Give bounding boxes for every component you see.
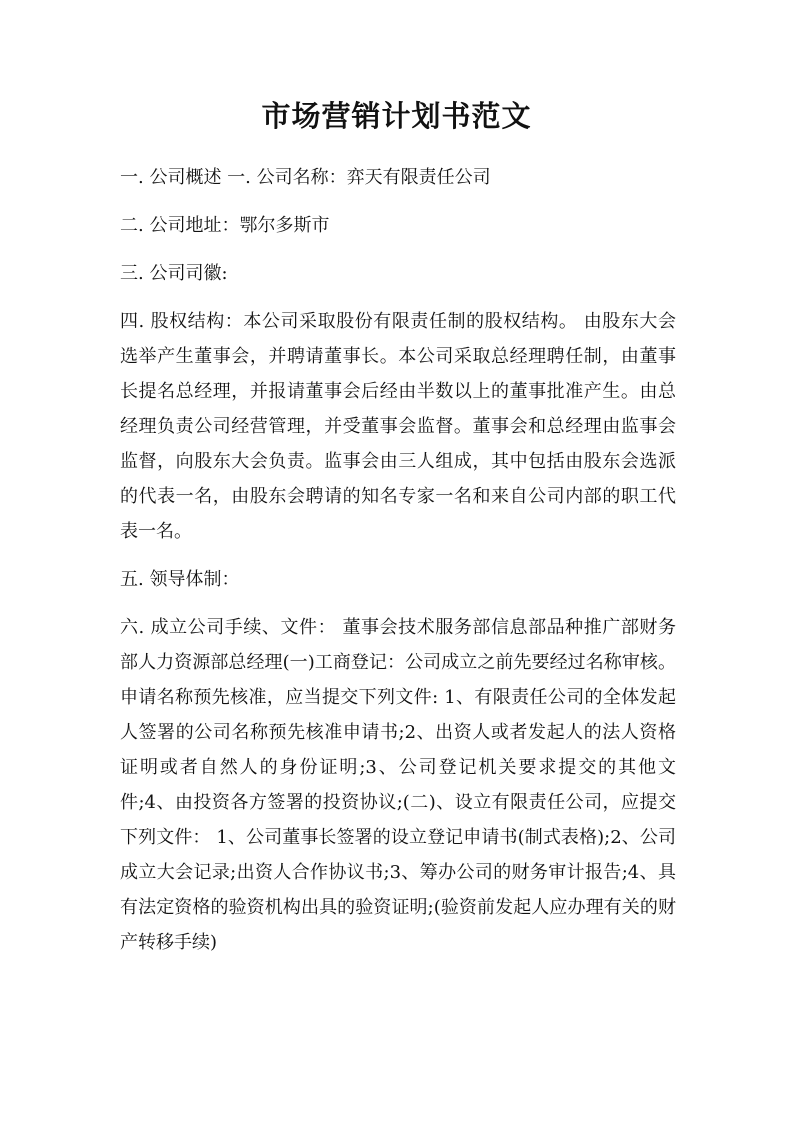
paragraph-leadership-system: 五. 领导体制： (120, 569, 240, 590)
document-body (120, 160, 676, 973)
paragraph-equity-structure: 四. 股权结构：本公司采取股份有限责任制的股权结构。 由股东大会选举产生董事会，并聘请董事长。本公司采取总经理聘任制，由董事长提名总经理，并报请董事会后经由半数以上的董事批准产生。由总经理负责公司经营管理，并受董事会监督。董事会和总经理由监事会监督，向股东大会负责。监事会由三人组成，其中包括由股东会选派的代表一名，由股东会聘请的知名专家一名和来自公司内部的职工代表一名。 (120, 311, 676, 542)
paragraph-registration-documents: 六. 成立公司手续、文件： 董事会技术服务部信息部品种推广部财务部人力资源部总经理(一)工商登记：公司成立之前先要经过名称审核。申请名称预先核准，应当提交下列文件: 1、有限责任公司的全体发起人签署的公司名称预先核准申请书;2、出资人或者发起人的法人资格证明或者自然人的身份证明;3、公司登记机关要求提交的其他文件;4、由投资各方签署的投资协议;(二)、设立有限责任公司，应提交下列文件： 1、公司董事长签署的设立登记申请书(制式表格);2、公司成立大会记录;出资人合作协议书;3、筹办公司的财务审计报告;4、具有法定资格的验资机构出具的验资证明;(验资前发起人应办理有关的财产转移手续) (120, 617, 676, 953)
paragraph-company-overview: 一. 公司概述 一. 公司名称：弈天有限责任公司 (120, 167, 491, 188)
document-title: 市场营销计划书范文 (261, 99, 532, 133)
paragraph-company-emblem: 三. 公司司徽: (120, 263, 228, 284)
paragraph-company-address: 二. 公司地址：鄂尔多斯市 (120, 215, 330, 236)
